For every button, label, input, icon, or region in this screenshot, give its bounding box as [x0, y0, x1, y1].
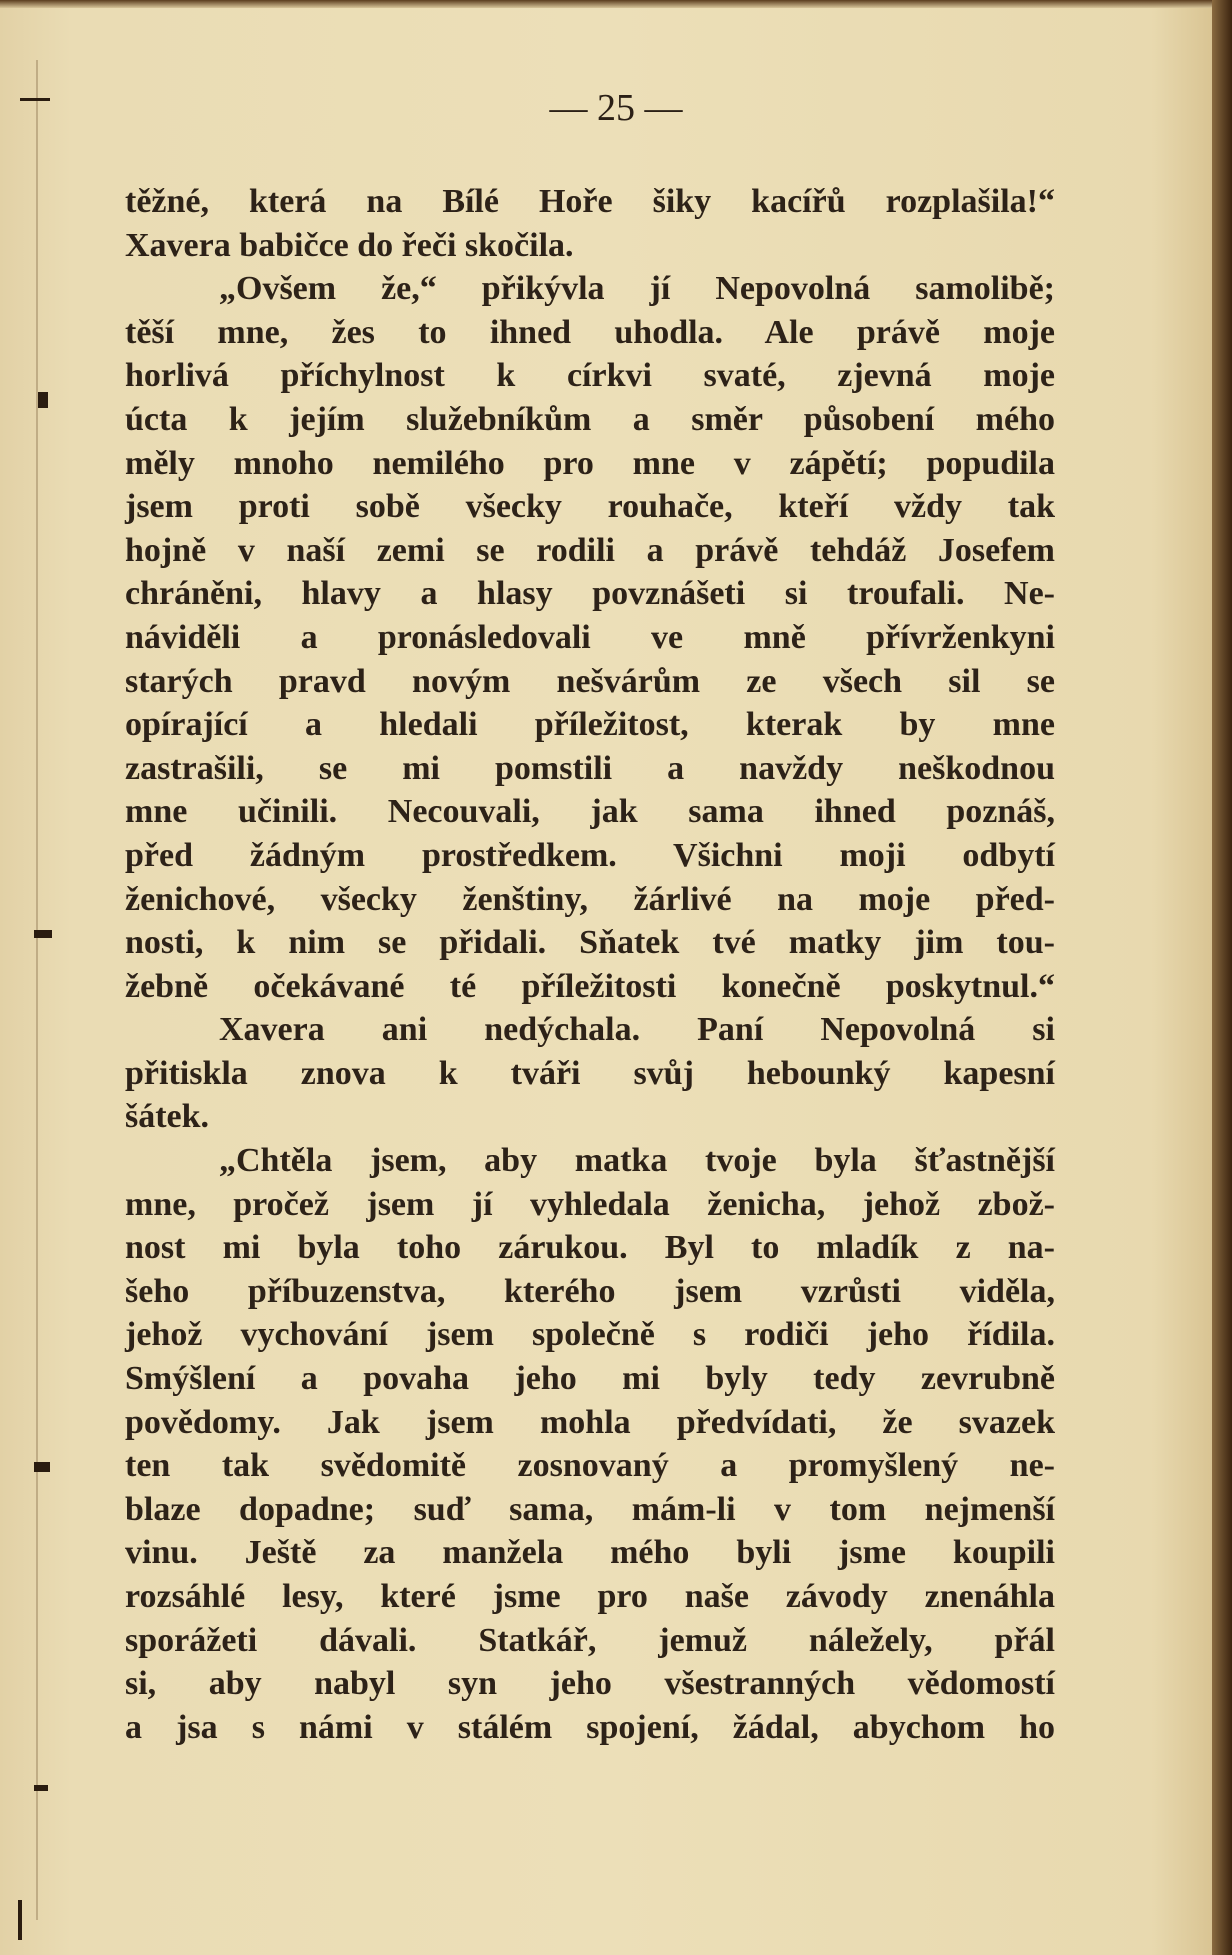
margin-fold-line: [36, 60, 38, 1920]
text-line: zastrašili, se mi pomstili a navždy neškodnou: [125, 749, 1055, 787]
text-line: nost mi byla toho zárukou. Byl to mladík z na-: [125, 1229, 1055, 1267]
text-line: Xavera babičce do řeči skočila.: [125, 226, 574, 264]
page-number: — 25 —: [549, 87, 683, 129]
text-line: starých pravd novým nešvárům ze všech sil se: [125, 662, 1055, 700]
text-line: sporážeti dávali. Statkář, jemuž náležely, přál: [125, 1621, 1055, 1659]
text-line: jehož vychování jsem společně s rodiči jeho řídila.: [125, 1316, 1055, 1354]
text-line: mne, pročež jsem jí vyhledala ženicha, jehož zbož-: [125, 1185, 1055, 1223]
text-line: přitiskla znova k tváři svůj hebounký kapesní: [125, 1054, 1055, 1092]
text-line: Smýšlení a povaha jeho mi byly tedy zevrubně: [125, 1360, 1055, 1398]
text-line: vinu. Ještě za manžela mého byli jsme koupili: [125, 1534, 1055, 1572]
text-line: těší mne, žes to ihned uhodla. Ale právě moje: [125, 313, 1055, 351]
text-line: opírající a hledali příležitost, kterak by mne: [125, 706, 1055, 744]
text-line: jsem proti sobě všecky rouhače, kteří vždy tak: [125, 488, 1055, 526]
text-line: povědomy. Jak jsem mohla předvídati, že svazek: [125, 1403, 1055, 1441]
text-line: před žádným prostředkem. Všichni moji odbytí: [125, 836, 1055, 874]
text-line: ženichové, všecky ženštiny, žárlivé na moje před-: [125, 880, 1055, 918]
text-line: hojně v naší zemi se rodili a právě tehdáž Josefem: [125, 531, 1055, 569]
text-line: úcta k jejím služebníkům a směr působení mého: [125, 400, 1055, 438]
text-line: žebně očekávané té příležitosti konečně poskytnul.“: [125, 967, 1055, 1005]
text-line: rozsáhlé lesy, které jsme pro naše závody znenáhla: [125, 1578, 1055, 1615]
text-line: blaze dopadne; suď sama, mám-li v tom nejmenší: [125, 1490, 1055, 1528]
text-line: šátek.: [125, 1098, 210, 1136]
margin-mark: [38, 392, 48, 408]
text-line: náviděli a pronásledovali ve mně přívrženkyni: [125, 618, 1055, 656]
text-line: „Ovšem že,“ přikývla jí Nepovolná samolibě;: [219, 270, 1055, 308]
text-line: těžné, která na Bílé Hoře šiky kacířů rozplašila!“: [125, 183, 1055, 220]
text-line: ten tak svědomitě zosnovaný a promyšlený ne-: [125, 1447, 1055, 1485]
text-line: chráněni, hlavy a hlasy povznášeti si troufali. Ne-: [125, 575, 1055, 613]
page-top-edge: [0, 0, 1232, 8]
page-right-edge: [1212, 0, 1232, 1955]
text-line: si, aby nabyl syn jeho všestranných vědomostí: [125, 1665, 1055, 1703]
text-line: šeho příbuzenstva, kterého jsem vzrůsti viděla,: [125, 1272, 1055, 1310]
text-line: a jsa s námi v stálém spojení, žádal, abychom ho: [125, 1708, 1055, 1746]
text-line: měly mnoho nemilého pro mne v zápětí; popudila: [125, 444, 1055, 482]
text-line: Xavera ani nedýchala. Paní Nepovolná si: [219, 1011, 1055, 1049]
text-line: horlivá příchylnost k církvi svaté, zjevná moje: [125, 357, 1055, 395]
text-line: nosti, k nim se přidali. Sňatek tvé matky jim tou-: [125, 924, 1055, 962]
body-text: [125, 180, 1055, 1749]
margin-mark: [34, 1462, 50, 1472]
margin-mark: [34, 1785, 48, 1791]
margin-mark: [18, 1900, 22, 1940]
text-line: mne učinili. Necouvali, jak sama ihned poznáš,: [125, 793, 1055, 831]
text-line: „Chtěla jsem, aby matka tvoje byla šťastnější: [219, 1142, 1055, 1180]
margin-mark: [34, 930, 52, 938]
